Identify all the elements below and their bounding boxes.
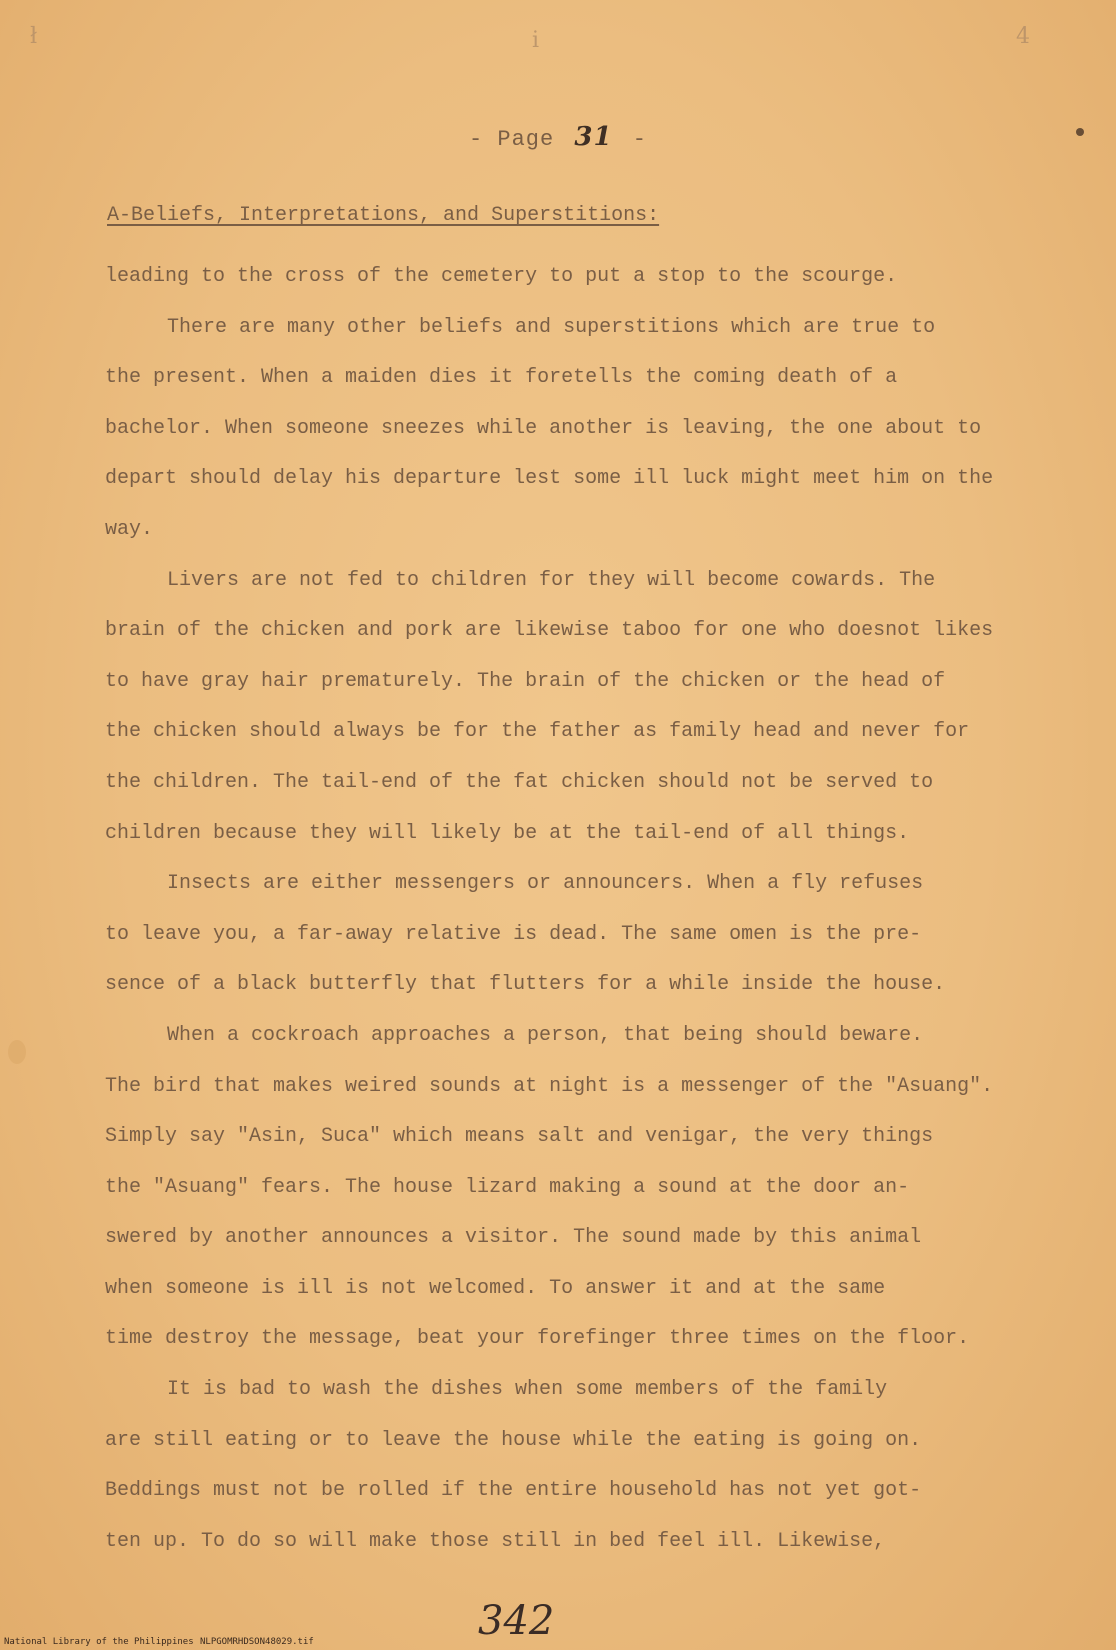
page-number-handwritten: 31: [574, 122, 613, 152]
text-line: There are many other beliefs and superstitions which are true to: [167, 315, 936, 339]
paper-stain: [8, 1040, 26, 1064]
text-line: to have gray hair prematurely. The brain of the chicken or the head of: [105, 669, 946, 693]
text-line: the chicken should always be for the father as family head and never for: [105, 720, 970, 744]
text-line: leading to the cross of the cemetery to put a stop to the scourge.: [105, 265, 898, 288]
text-line: Insects are either messengers or announcers. When a fly refuses: [167, 872, 924, 896]
text-line: the children. The tail-end of the fat chicken should not be served to: [105, 770, 934, 794]
text-line: When a cockroach approaches a person, that being should beware.: [167, 1023, 924, 1047]
text-line: ten up. To do so will make those still in bed feel ill. Likewise,: [105, 1529, 886, 1553]
text-line: children because they will likely be at the tail-end of all things.: [105, 821, 910, 845]
body-text: [105, 252, 1045, 1567]
corner-mark-right: 4: [1016, 24, 1030, 49]
page-header-suffix: -: [632, 127, 647, 152]
text-line: brain of the chicken and pork are likewise taboo for one who doesnot likes: [105, 619, 994, 643]
text-line: sence of a black butterfly that flutters for a while inside the house.: [105, 973, 946, 997]
text-line: depart should delay his departure lest some ill luck might meet him on the: [105, 467, 994, 491]
footer-file-name: NLPGOMRHDSON48029.tif: [200, 1637, 314, 1647]
corner-mark-center: i: [532, 28, 540, 53]
page-header-prefix: - Page: [468, 127, 555, 152]
text-line: way.: [105, 517, 154, 541]
text-line: the present. When a maiden dies it foretells the coming death of a: [105, 366, 898, 390]
text-line: the "Asuang" fears. The house lizard making a sound at the door an-: [105, 1175, 910, 1199]
text-line: Beddings must not be rolled if the entire household has not yet got-: [105, 1479, 922, 1503]
footer-archive-name: National Library of the Philippines: [4, 1637, 194, 1647]
text-line: bachelor. When someone sneezes while another is leaving, the one about to: [105, 416, 982, 440]
section-heading: A-Beliefs, Interpretations, and Superstitions:: [107, 204, 660, 227]
handwritten-folio-number: 342: [478, 1598, 555, 1644]
text-line: It is bad to wash the dishes when some members of the family: [167, 1378, 888, 1402]
text-line: when someone is ill is not welcomed. To answer it and at the same: [105, 1276, 886, 1300]
page-header: [0, 122, 1116, 152]
text-line: Simply say "Asin, Suca" which means salt and venigar, the very things: [105, 1125, 934, 1149]
text-line: time destroy the message, beat your forefinger three times on the floor.: [105, 1327, 970, 1351]
text-line: The bird that makes weired sounds at night is a messenger of the "Asuang".: [105, 1074, 994, 1098]
text-line: to leave you, a far-away relative is dead. The same omen is the pre-: [105, 922, 922, 946]
text-line: Livers are not fed to children for they will become cowards. The: [167, 568, 936, 592]
corner-mark-left: ł: [30, 24, 38, 49]
text-line: are still eating or to leave the house while the eating is going on.: [105, 1428, 922, 1452]
text-line: swered by another announces a visitor. The sound made by this animal: [105, 1226, 922, 1250]
